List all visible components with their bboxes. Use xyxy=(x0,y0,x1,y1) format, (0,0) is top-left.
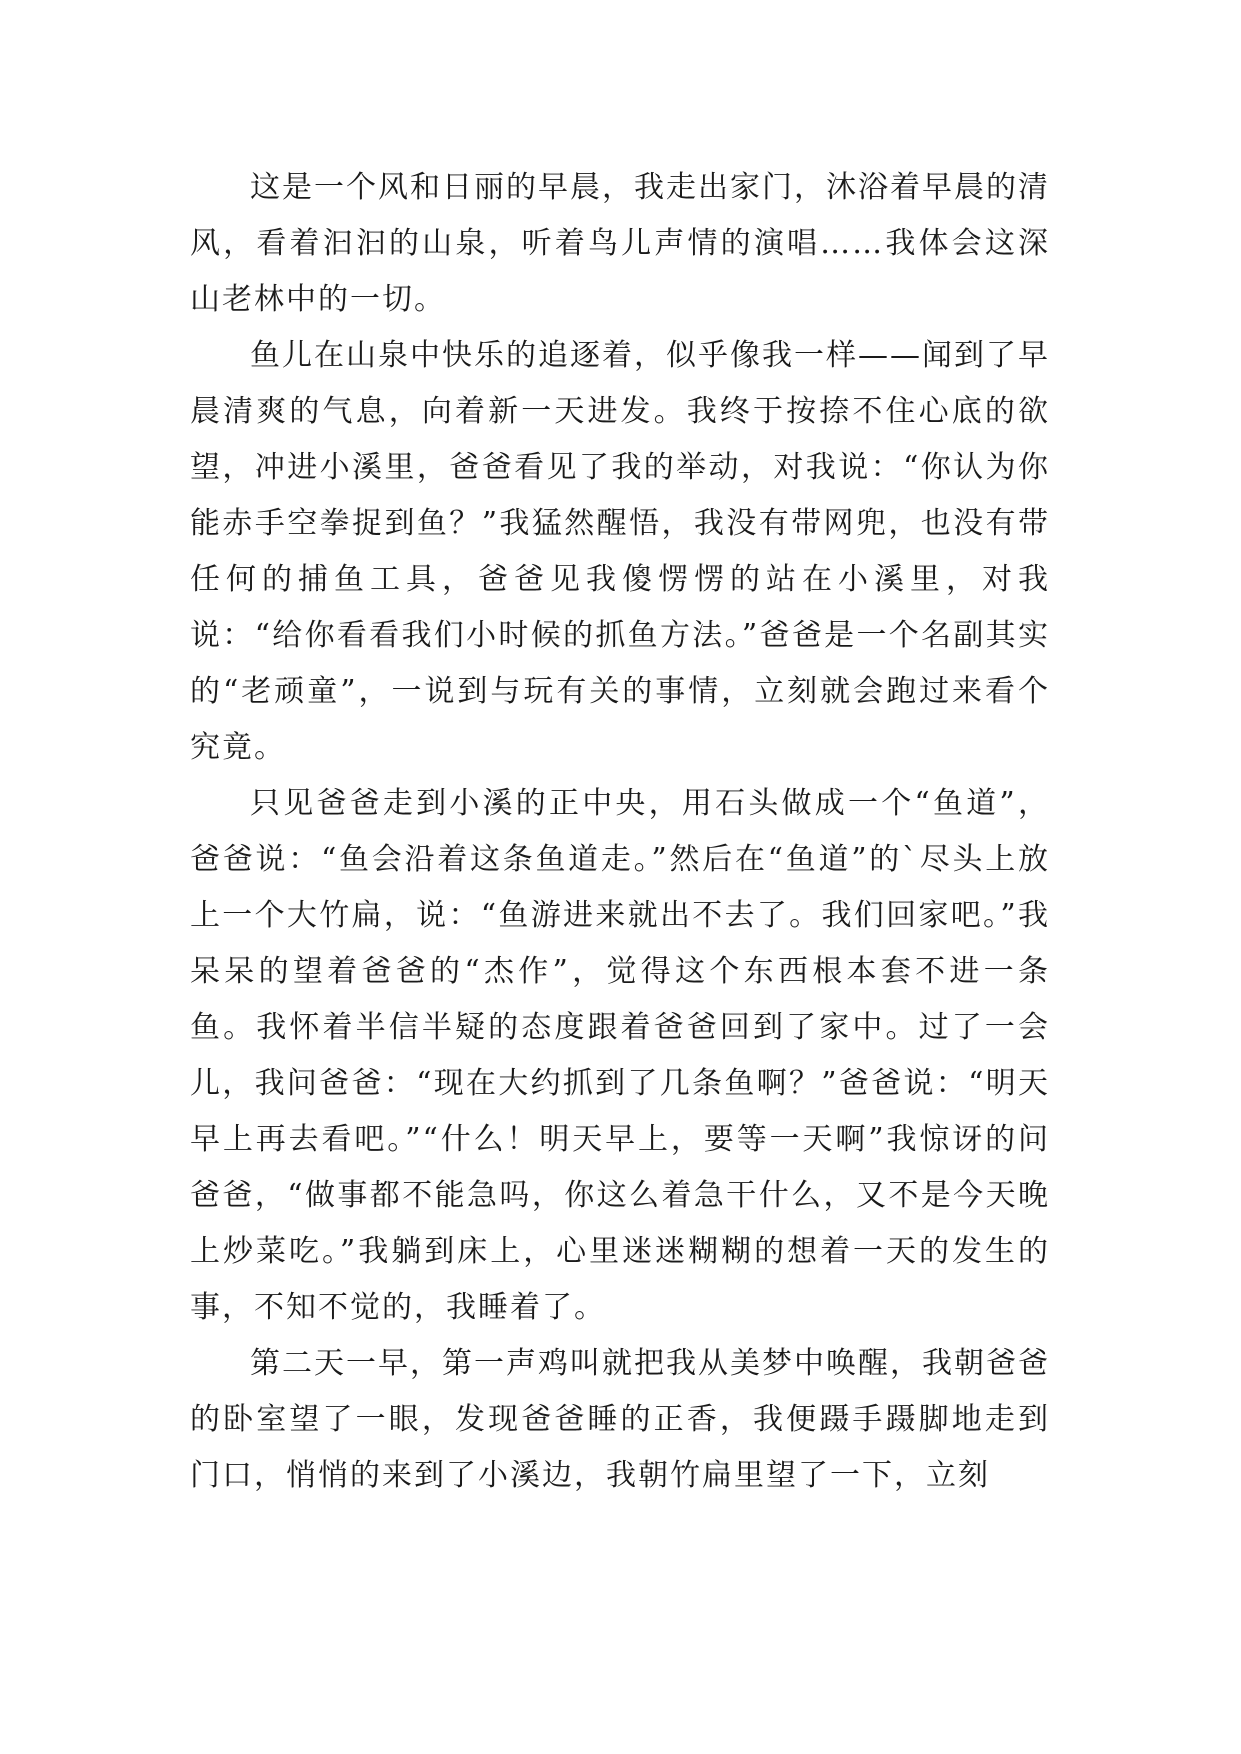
paragraph-3: 只见爸爸走到小溪的正中央，用石头做成一个“鱼道”，爸爸说：“鱼会沿着这条鱼道走。”然后在“鱼道”的`尽头上放上一个大竹扁，说：“鱼游进来就出不去了。我们回家吧。”我呆呆的望着爸爸的“杰作”，觉得这个东西根本套不进一条鱼。我怀着半信半疑的态度跟着爸爸回到了家中。过了一会儿，我问爸爸：“现在大约抓到了几条鱼啊？”爸爸说：“明天早上再去看吧。”“什么！明天早上，要等一天啊”我惊讶的问爸爸，“做事都不能急吗，你这么着急干什么，又不是今天晚上炒菜吃。”我躺到床上，心里迷迷糊糊的想着一天的发生的事，不知不觉的，我睡着了。 xyxy=(190,786,1050,1325)
paragraph-2: 鱼儿在山泉中快乐的追逐着，似乎像我一样——闻到了早晨清爽的气息，向着新一天进发。我终于按捺不住心底的欲望，冲进小溪里，爸爸看见了我的举动，对我说：“你认为你能赤手空拳捉到鱼？”我猛然醒悟，我没有带网兜，也没有带任何的捕鱼工具，爸爸见我傻愣愣的站在小溪里，对我说：“给你看看我们小时候的抓鱼方法。”爸爸是一个名副其实的“老顽童”，一说到与玩有关的事情，立刻就会跑过来看个究竟。 xyxy=(190,338,1050,765)
document-body xyxy=(190,160,1050,1504)
paragraph-1: 这是一个风和日丽的早晨，我走出家门，沐浴着早晨的清风，看着汩汩的山泉，听着鸟儿声情的演唱……我体会这深山老林中的一切。 xyxy=(190,170,1050,317)
paragraph-4: 第二天一早，第一声鸡叫就把我从美梦中唤醒，我朝爸爸的卧室望了一眼，发现爸爸睡的正香，我便蹑手蹑脚地走到门口，悄悄的来到了小溪边，我朝竹扁里望了一下，立刻 xyxy=(190,1346,1050,1493)
